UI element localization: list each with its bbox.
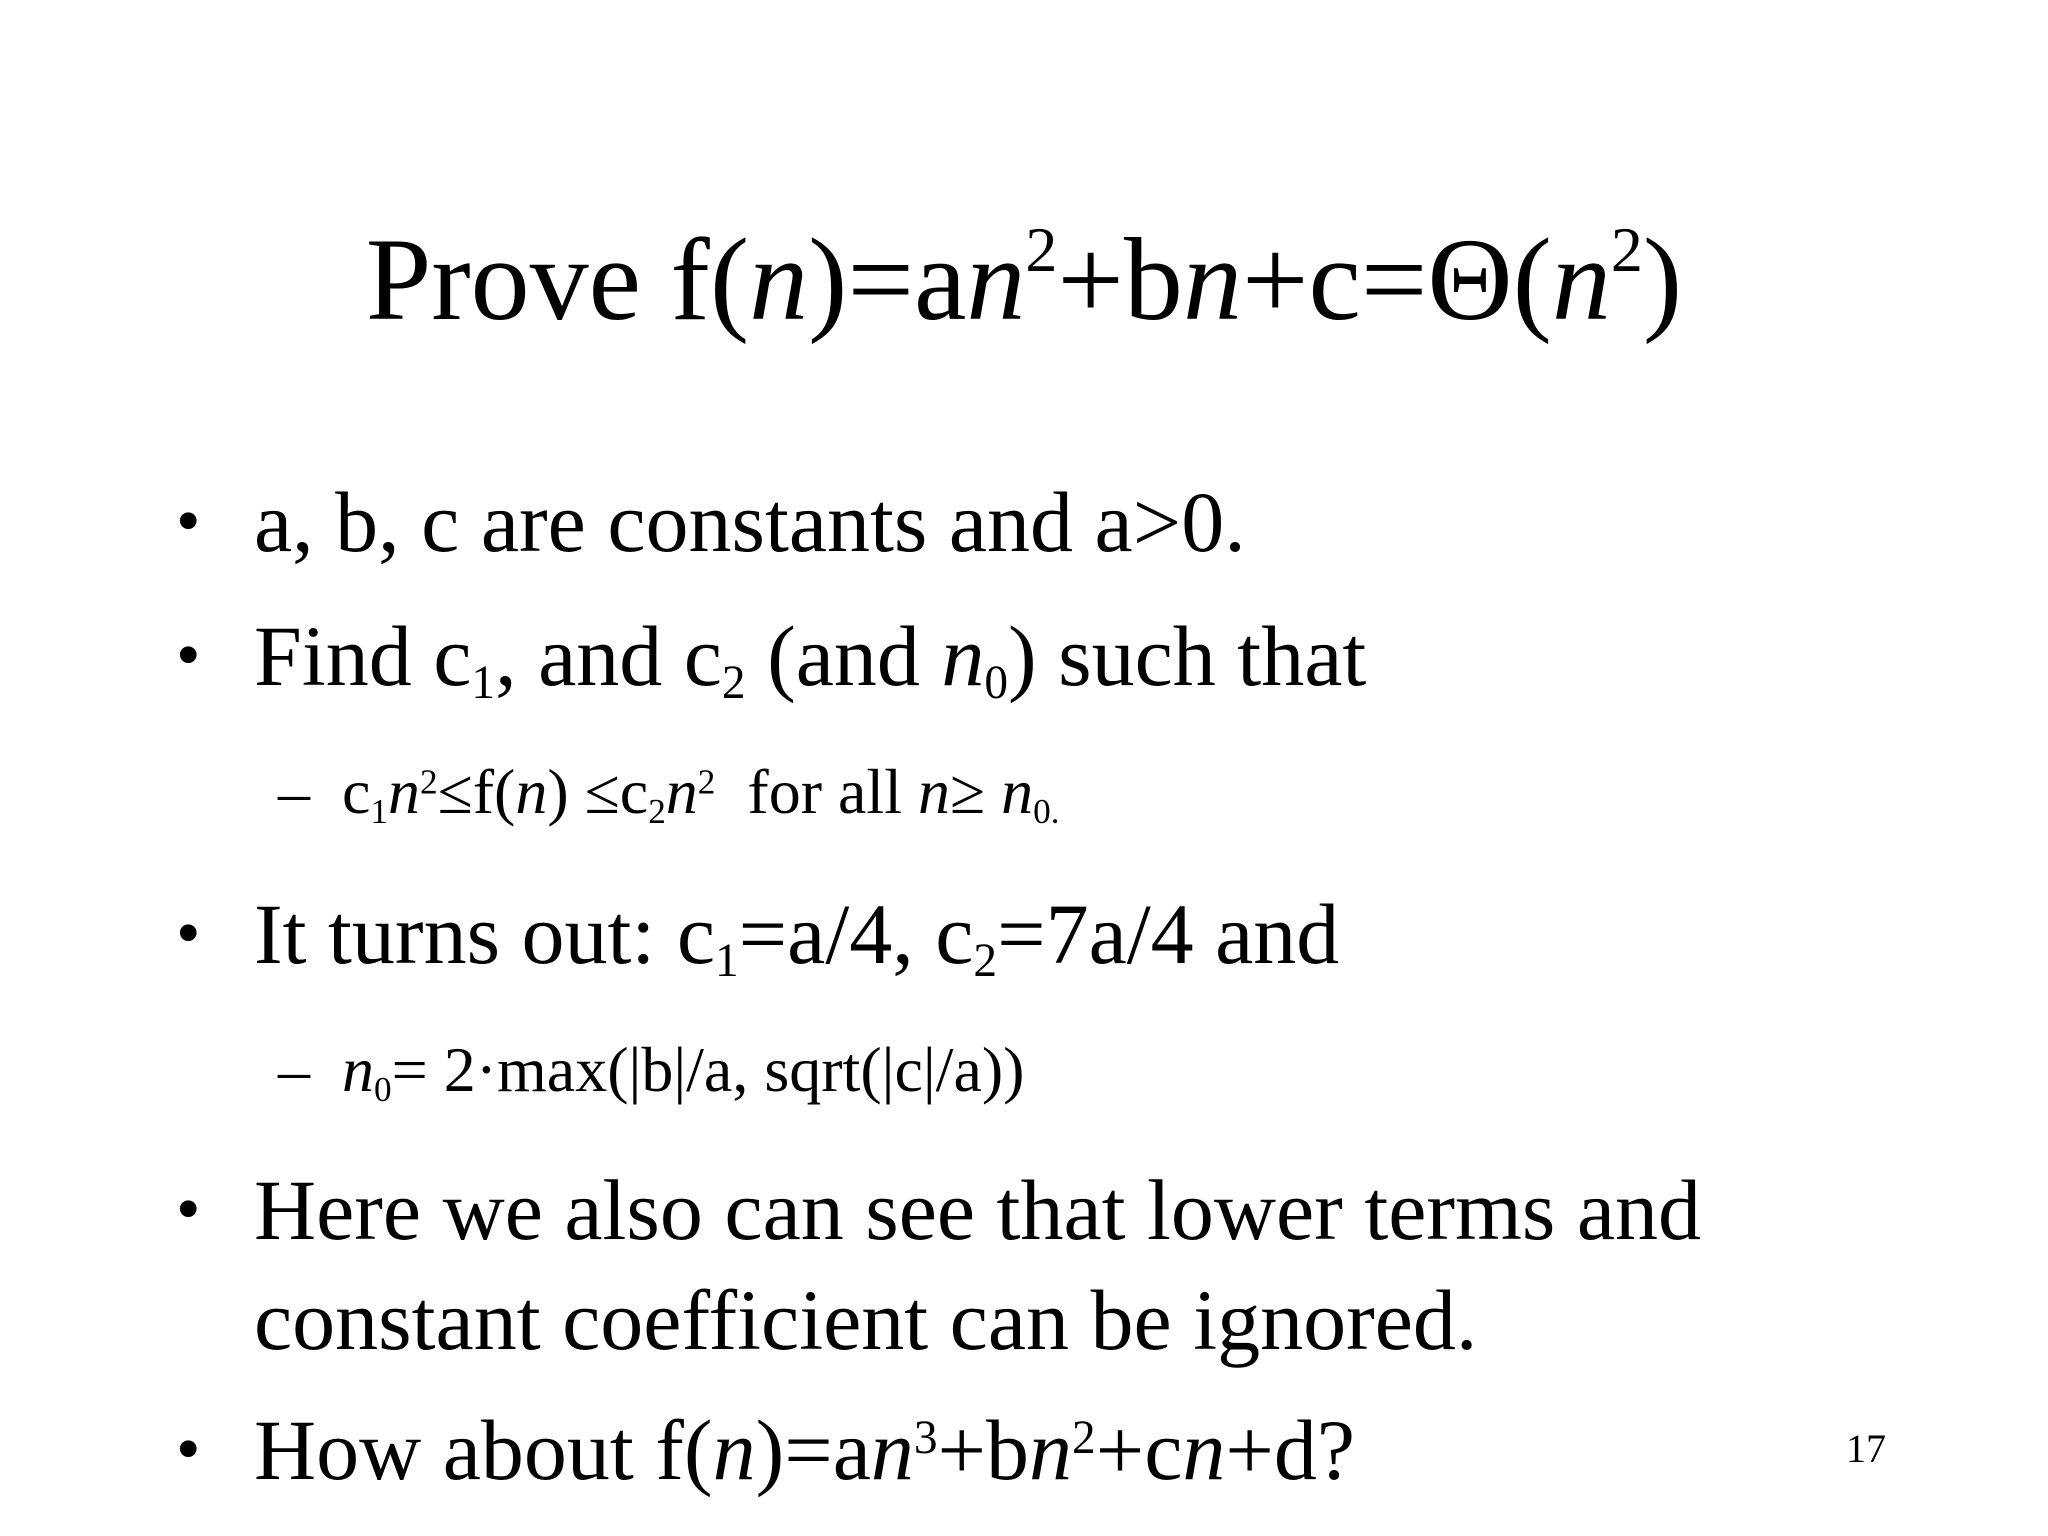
dash-marker: – [278,1034,310,1105]
dash-marker: – [278,756,310,827]
bullet-text: a, b, c are constants and a>0. [254,474,1246,570]
page-number: 17 [1846,1426,1886,1471]
bullet-text: Find $c_1$, and $c_2$ (and $n_0$) such that [254,608,1367,710]
bullet-marker: • [176,483,201,560]
bullet-marker: • [176,617,201,694]
bullet-marker: • [176,895,201,972]
sub-bullet-text: $n_0= 2\cdot\max(|b|/a$, sqrt(|c|/a)) [342,1034,1025,1109]
bullet-text-line2: constant coefficient can be ignored. [254,1272,1478,1368]
bullet-marker: • [176,1171,201,1248]
sub-bullet-text: $c_1n^2\le f(n) \le c_2n^2$ for all $n\ge n_{0.}$ [342,756,1060,831]
bullet-text: How about $f(n)=an^3+bn^2+cn+d$? [254,1402,1356,1498]
bullet-text: It turns out: $c_1=a/4$, $c_2=7a/4$ and [254,886,1340,988]
slide-title: Prove $f(n)=an^2+bn+c=\Theta(n^2)$ [365,214,1683,345]
bullet-text-line1: Here we also can see that lower terms and [254,1162,1702,1258]
bullet-marker: • [176,1411,201,1488]
